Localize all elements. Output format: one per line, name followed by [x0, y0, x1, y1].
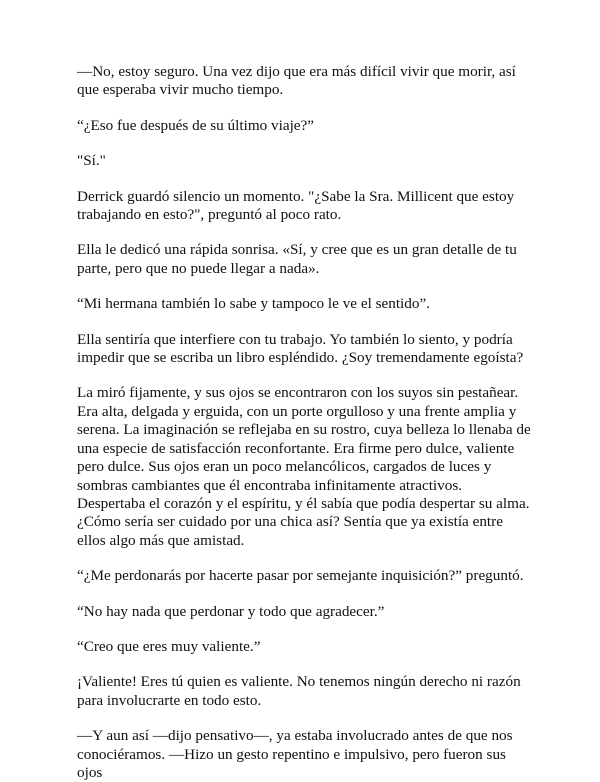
paragraph-4: Derrick guardó silencio un momento. "¿Sabe la Sra. Millicent que estoy trabajando en esto?", preguntó al poco rato.	[77, 187, 515, 224]
paragraph-1: —No, estoy seguro. Una vez dijo que era más difícil vivir que morir, así que esperaba vivir mucho tiempo.	[77, 63, 516, 99]
paragraph-2: “¿Eso fue después de su último viaje?”	[77, 116, 315, 134]
paragraph-3: "Sí."	[77, 152, 106, 170]
paragraph-6: “Mi hermana también lo sabe y tampoco le ve el sentido”.	[77, 295, 430, 313]
paragraph-7: Ella sentiría que interfiere con tu trabajo. Yo también lo siento, y podría impedir que se escriba un libro espléndido. ¿Soy tremendamente egoísta?	[77, 330, 524, 367]
document-page	[77, 63, 533, 782]
paragraph-12: ¡Valiente! Eres tú quien es valiente. No tenemos ningún derecho ni razón para involucrarte en todo esto.	[77, 673, 521, 709]
paragraph-13: —Y aun así —dijo pensativo—, ya estaba involucrado antes de que nos conociéramos. —Hizo un gesto repentino e impulsivo, pero fueron sus ojos	[77, 727, 513, 781]
paragraph-5: Ella le dedicó una rápida sonrisa. «Sí, y cree que es un gran detalle de tu parte, pero que no puede llegar a nada».	[77, 241, 517, 277]
paragraph-10: “No hay nada que perdonar y todo que agradecer.”	[77, 602, 385, 620]
paragraph-8: La miró fijamente, y sus ojos se encontraron con los suyos sin pestañear. Era alta, delgada y erguida, con un porte orgulloso y una frente amplia y serena. La imaginación se reflejaba en su rostro, cuya belleza lo llenaba de una especie de satisfacción reconfortante. Era firme pero dulce, valiente pero dulce. Sus ojos eran un poco melancólicos, cargados de luces y sombras cambiantes que él encontraba infinitamente atractivos. Despertaba el corazón y el espíritu, y él sabía que podía despertar su alma. ¿Cómo sería ser cuidado por una chica así? Sentía que ya existía entre ellos algo más que amistad.	[77, 384, 531, 549]
paragraph-9: “¿Me perdonarás por hacerte pasar por semejante inquisición?” preguntó.	[77, 567, 524, 585]
paragraph-11: “Creo que eres muy valiente.”	[77, 637, 261, 655]
